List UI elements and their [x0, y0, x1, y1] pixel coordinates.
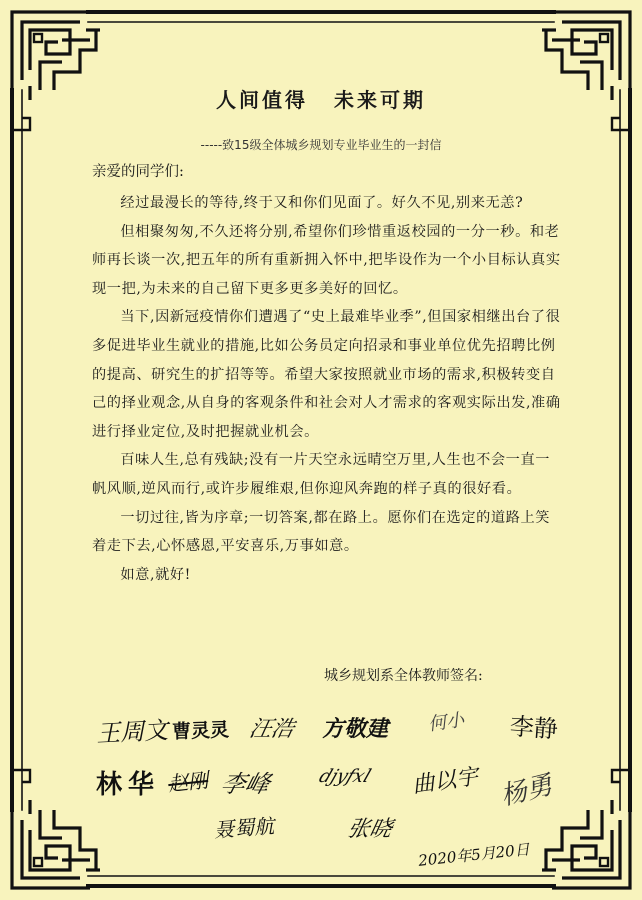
title-part-1: 人间值得: [216, 88, 308, 112]
signature-4: 方敬建: [322, 716, 389, 742]
signature-11: 曲以宇: [410, 764, 480, 799]
paragraph-1: 经过最漫长的等待,终于又和你们见面了。好久不见,别来无恙?: [120, 195, 524, 211]
title-part-2: 未来可期: [334, 88, 426, 112]
signature-3: 汪浩: [246, 717, 297, 742]
paragraph-3: 当下,因新冠疫情你们遭遇了“史上最难毕业季”,但国家相继出台了很多促进毕业生就业的措施,比如公务员定向招录和事业单位优先招聘比例的提高、研究生的扩招等等。希望大家按照就业市场的需求,积极转变自己的择业观念,从自身的客观条件和社会对人才需求的客观实际出发,准确进行择业定位,及时把握就业机会。: [92, 309, 561, 440]
signature-1: 王周文: [95, 716, 169, 748]
letter-title: [0, 84, 642, 113]
signature-13: 聂蜀航: [213, 813, 275, 843]
signature-14: 张晓: [344, 817, 395, 842]
signature-9: 李峰: [217, 770, 273, 798]
signature-5: 何小: [426, 709, 466, 736]
letter-date: 2020年5月20日: [417, 840, 531, 870]
letter-greeting: 亲爱的同学们:: [92, 164, 184, 180]
signature-7: 林华: [96, 770, 161, 800]
signature-label: 城乡规划系全体教师签名:: [324, 668, 483, 684]
signature-6: 李静: [508, 712, 559, 744]
letter-body: [92, 189, 562, 589]
paragraph-5: 一切过往,皆为序章;一切答案,都在路上。愿你们在选定的道路上笑着走下去,心怀感恩,平安喜乐,万事如意。: [92, 509, 551, 555]
letter-subtitle: -----致15级全体城乡规划专业毕业生的一封信: [200, 138, 442, 152]
letter-closing: 如意,就好!: [120, 566, 191, 583]
signature-2: 曹灵灵: [171, 719, 230, 743]
signature-8: 赵刚: [167, 767, 210, 797]
paragraph-2: 但相聚匆匆,不久还将分别,希望你们珍惜重返校园的一分一秒。和老师再长谈一次,把五年的所有重新拥入怀中,把毕设作为一个小目标认真实现一把,为未来的自己留下更多更多美好的回忆。: [92, 223, 561, 297]
signature-12: 杨勇: [497, 770, 556, 812]
signature-10: djyfxl: [316, 766, 374, 787]
paragraph-4: 百味人生,总有残缺;没有一片天空永远晴空万里,人生也不会一直一帆风顺,逆风而行,或许步履维艰,但你迎风奔跑的样子真的很好看。: [92, 452, 551, 497]
